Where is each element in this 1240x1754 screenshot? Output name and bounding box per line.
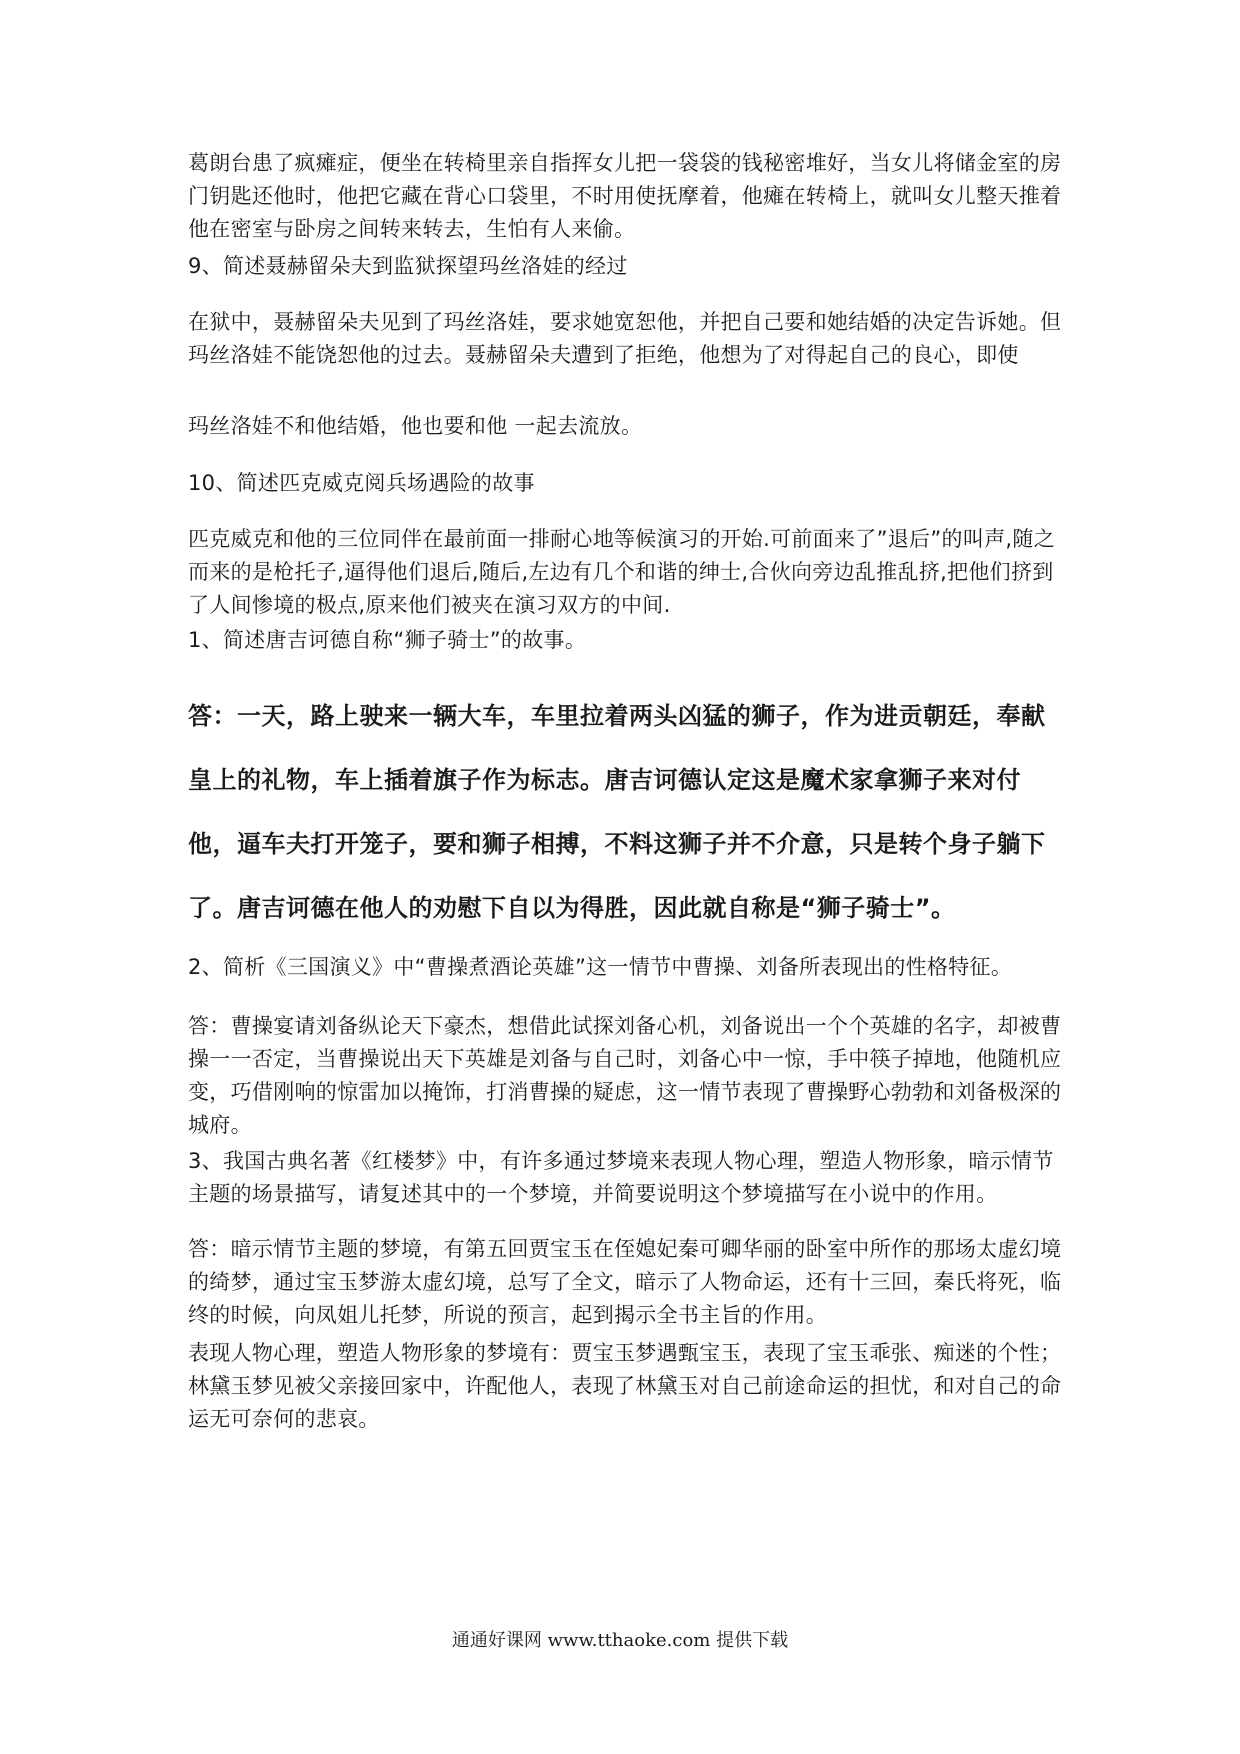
question-3: 3、我国古典名著《红楼梦》中，有许多通过梦境来表现人物心理，塑造人物形象，暗示情节主题的场景描写，请复述其中的一个梦境，并简要说明这个梦境描写在小说中的作用。 — [188, 1149, 1054, 1206]
answer-10: 匹克威克和他的三位同伴在最前面一排耐心地等候演习的开始.可前面来了”退后”的叫声,随之而来的是枪托子,逼得他们退后,随后,左边有几个和谐的绅士,合伙向旁边乱推乱挤,把他们挤到了人间惨境的极点,原来他们被夹在演习双方的中间. — [188, 527, 1056, 617]
paragraph-grandet: 葛朗台患了疯瘫症，便坐在转椅里亲自指挥女儿把一袋袋的钱秘密堆好，当女儿将储金室的房门钥匙还他时，他把它藏在背心口袋里，不时用使抚摩着，他瘫在转椅上，就叫女儿整天推着他在密室与卧房之间转来转去，生怕有人来偷。 — [188, 151, 1062, 241]
answer-9-part-2: 玛丝洛娃不和他结婚，他也要和他 一起去流放。 — [188, 414, 643, 438]
answer-1: 答：一天，路上驶来一辆大车，车里拉着两头凶猛的狮子，作为进贡朝廷，奉献皇上的礼物，车上插着旗子作为标志。唐吉诃德认定这是魔术家拿狮子来对付他，逼车夫打开笼子，要和狮子相搏，不料这狮子并不介意，只是转个身子躺下了。唐吉诃德在他人的劝慰下自以为得胜，因此就自称是“狮子骑士”。 — [188, 702, 1046, 922]
answer-3-part-1: 答：暗示情节主题的梦境，有第五回贾宝玉在侄媳妃秦可卿华丽的卧室中所作的那场太虚幻境的绮梦，通过宝玉梦游太虚幻境，总写了全文，暗示了人物命运，还有十三回，秦氏将死，临终的时候，向凤姐儿托梦，所说的预言，起到揭示全书主旨的作用。 — [188, 1237, 1062, 1327]
answer-9-part-1: 在狱中，聂赫留朵夫见到了玛丝洛娃，要求她宽恕他，并把自己要和她结婚的决定告诉她。但玛丝洛娃不能饶恕他的过去。聂赫留朵夫遭到了拒绝，他想为了对得起自己的良心，即使 — [188, 310, 1062, 367]
page-footer: 通通好课网 www.tthaoke.com 提供下载 — [451, 1630, 789, 1651]
question-1: 1、简述唐吉诃德自称“狮子骑士”的故事。 — [188, 628, 587, 652]
question-2: 2、简析《三国演义》中“曹操煮酒论英雄”这一情节中曹操、刘备所表现出的性格特征。 — [188, 955, 1013, 979]
answer-2: 答：曹操宴请刘备纵论天下豪杰，想借此试探刘备心机，刘备说出一个个英雄的名字，却被曹操一一否定，当曹操说出天下英雄是刘备与自己时，刘备心中一惊，手中筷子掉地，他随机应变，巧借刚响的惊雷加以掩饰，打消曹操的疑虑，这一情节表现了曹操野心勃勃和刘备极深的城府。 — [188, 1014, 1062, 1137]
question-9: 9、简述聂赫留朵夫到监狱探望玛丝洛娃的经过 — [188, 254, 628, 278]
answer-3-part-2: 表现人物心理，塑造人物形象的梦境有：贾宝玉梦遇甄宝玉，表现了宝玉乖张、痴迷的个性；林黛玉梦见被父亲接回家中，许配他人，表现了林黛玉对自己前途命运的担忧，和对自己的命运无可奈何的悲哀。 — [188, 1341, 1062, 1431]
question-10: 10、简述匹克威克阅兵场遇险的故事 — [188, 471, 535, 495]
